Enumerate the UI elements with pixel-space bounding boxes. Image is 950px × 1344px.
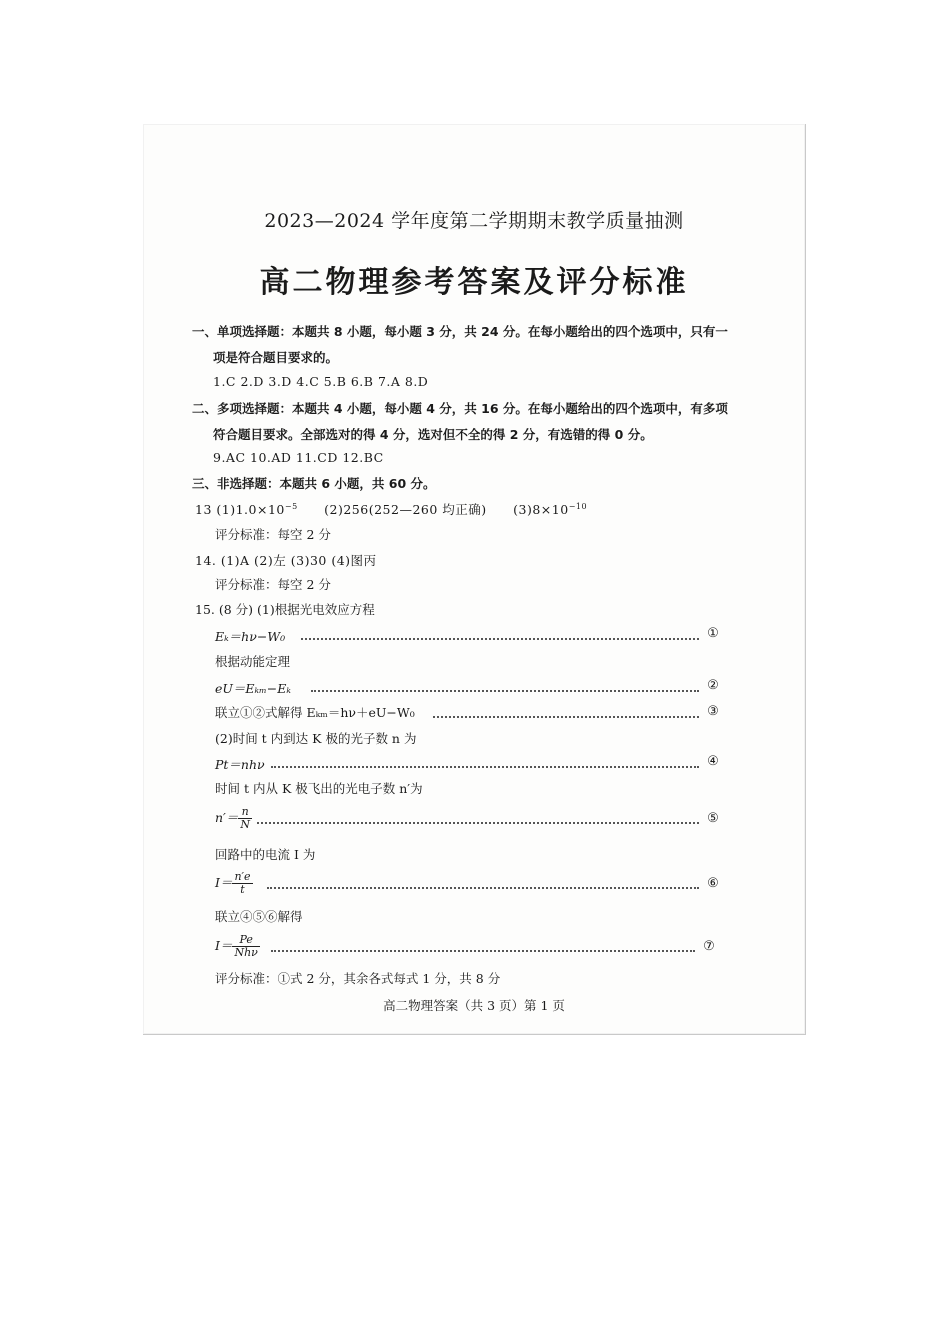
q13-part3-exponent: −10 bbox=[568, 501, 588, 511]
q15-equation-2: eU＝Eₖₘ−Eₖ bbox=[215, 681, 291, 696]
q15-equation-6 bbox=[215, 871, 253, 896]
eq7-denominator: Nhν bbox=[234, 946, 258, 959]
q13-part1: 13 (1)1.0×10 bbox=[195, 502, 285, 517]
eq6-fraction bbox=[232, 871, 252, 896]
scanned-answer-sheet bbox=[143, 124, 806, 1035]
section2-answers: 9.AC 10.AD 11.CD 12.BC bbox=[213, 450, 384, 465]
q15-label-n-prime: 时间 t 内从 K 极飞出的光电子数 n′为 bbox=[215, 781, 423, 796]
section2-line1: 二、多项选择题：本题共 4 小题，每小题 4 分，共 16 分。在每小题给出的四个选项中，有多项 bbox=[192, 401, 728, 416]
q15-equation-4: Pt＝nhν bbox=[215, 757, 265, 772]
page-title: 高二物理参考答案及评分标准 bbox=[259, 265, 689, 300]
section1-line2: 项是符合题目要求的。 bbox=[213, 350, 339, 365]
page-footer: 高二物理答案（共 3 页）第 1 页 bbox=[383, 998, 565, 1013]
q13-scoring: 评分标准：每空 2 分 bbox=[215, 527, 331, 542]
section1-line1: 一、单项选择题：本题共 8 小题，每小题 3 分，共 24 分。在每小题给出的四个选项中，只有一 bbox=[192, 324, 728, 339]
eq5-fraction bbox=[238, 806, 252, 831]
section1-answers: 1.C 2.D 3.D 4.C 5.B 6.B 7.A 8.D bbox=[213, 374, 429, 389]
section2-line2: 符合题目要求。全部选对的得 4 分，选对但不全的得 2 分，有选错的得 0 分。 bbox=[213, 427, 653, 442]
eq5-lhs: n′＝ bbox=[215, 810, 239, 825]
q15-label-kinetic-theorem: 根据动能定理 bbox=[215, 654, 291, 669]
eq5-numerator: n bbox=[238, 806, 252, 819]
leader-dots bbox=[271, 766, 699, 768]
q15-equation-7 bbox=[215, 934, 260, 959]
q13-answers bbox=[195, 500, 587, 518]
leader-dots bbox=[267, 887, 699, 889]
eq7-numerator: Pe bbox=[232, 934, 259, 947]
equation-mark-4: ④ bbox=[707, 754, 719, 769]
equation-mark-7: ⑦ bbox=[703, 939, 715, 954]
leader-dots bbox=[311, 690, 699, 692]
leader-dots bbox=[271, 950, 695, 952]
q13-part3: (3)8×10 bbox=[513, 502, 569, 517]
q14-answers: 14. (1)A (2)左 (3)30 (4)图丙 bbox=[195, 553, 377, 568]
section3-heading: 三、非选择题：本题共 6 小题，共 60 分。 bbox=[192, 476, 436, 491]
equation-mark-1: ① bbox=[707, 626, 719, 641]
leader-dots bbox=[257, 822, 699, 824]
q15-equation-1: Eₖ＝hν−W₀ bbox=[215, 629, 286, 644]
q15-label-current: 回路中的电流 I 为 bbox=[215, 847, 316, 862]
leader-dots bbox=[433, 716, 699, 718]
equation-mark-3: ③ bbox=[707, 704, 719, 719]
q15-part2-label: (2)时间 t 内到达 K 极的光子数 n 为 bbox=[215, 731, 417, 746]
q13-part1-exponent: −5 bbox=[284, 501, 298, 511]
eq7-lhs: I＝ bbox=[215, 938, 233, 953]
eq5-denominator: N bbox=[240, 818, 251, 831]
q14-scoring: 评分标准：每空 2 分 bbox=[215, 577, 331, 592]
q15-scoring: 评分标准：①式 2 分，其余各式每式 1 分，共 8 分 bbox=[215, 971, 501, 986]
eq6-denominator: t bbox=[240, 883, 245, 896]
leader-dots bbox=[301, 638, 699, 640]
eq7-fraction bbox=[232, 934, 259, 959]
exam-subtitle: 2023—2024 学年度第二学期期末教学质量抽测 bbox=[264, 210, 684, 232]
equation-mark-2: ② bbox=[707, 678, 719, 693]
equation-mark-6: ⑥ bbox=[707, 876, 719, 891]
eq6-lhs: I＝ bbox=[215, 875, 233, 890]
equation-mark-5: ⑤ bbox=[707, 811, 719, 826]
q15-label-solve: 联立④⑤⑥解得 bbox=[215, 909, 303, 924]
q15-intro: 15. (8 分) (1)根据光电效应方程 bbox=[195, 602, 375, 617]
q15-equation-3: 联立①②式解得 Eₖₘ＝hν＋eU−W₀ bbox=[215, 705, 415, 720]
eq6-numerator: n′e bbox=[234, 870, 251, 883]
q15-equation-5 bbox=[215, 806, 252, 831]
q13-part2: (2)256(252—260 均正确) bbox=[324, 502, 487, 517]
